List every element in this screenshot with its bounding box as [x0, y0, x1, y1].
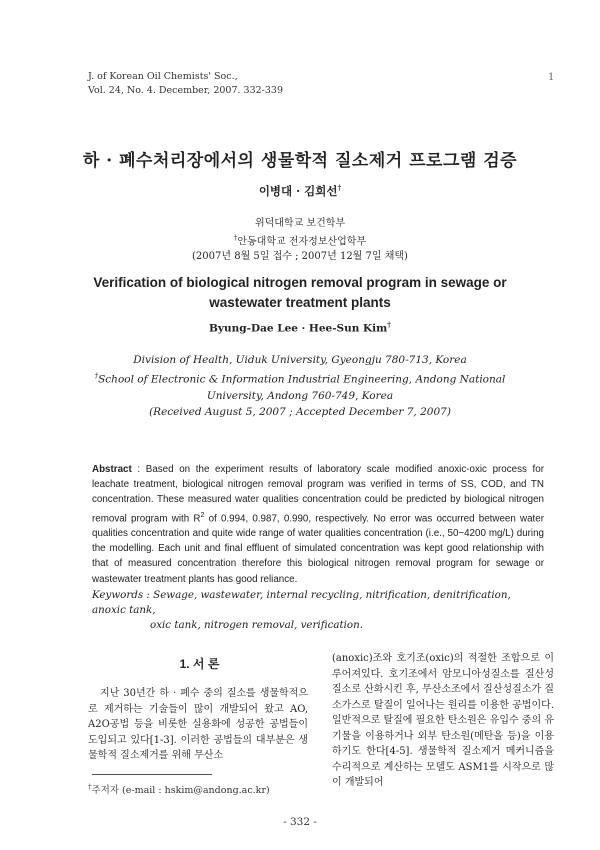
- abstract: [92, 462, 544, 587]
- affiliation-kr-2-mark: †: [233, 234, 238, 242]
- title-korean: 하 · 폐수처리장에서의 생물학적 질소제거 프로그램 검증: [82, 151, 518, 171]
- authors-english: [0, 320, 600, 335]
- affiliation-en-1: Division of Health, Uiduk University, Gyeongju 780-713, Korea: [133, 354, 467, 366]
- authors-english-mark: †: [387, 320, 391, 329]
- body-column-left: [88, 686, 308, 764]
- authors-korean: [0, 183, 600, 199]
- affiliation-kr-1: 위덕대학교 보건학부: [254, 218, 346, 229]
- body-column-right: [332, 651, 554, 791]
- journal-citation: [88, 70, 283, 98]
- journal-volume: Vol. 24, No. 4. December, 2007. 332-339: [88, 85, 284, 96]
- abstract-text-1: : Based on the experiment results of laboratory scale modified anoxic-oxic process for leachate treatment, biological nitrogen removal program was verified in terms of SS, COD, and TN concentration. These measured water qualities concentration could be predicted by biological nitrogen removal program with R: [92, 464, 544, 524]
- abstract-label: Abstract: [92, 464, 132, 475]
- affiliations-english: [70, 352, 530, 420]
- affiliation-en-2-text: School of Electronic & Information Industrial Engineering, Andong National University, Andong 760-749, Korea: [98, 373, 506, 402]
- authors-korean-names: 이병대 · 김희선: [258, 184, 338, 198]
- footnote-text: 주저자 (e-mail : hskim@andong.ac.kr): [91, 785, 270, 796]
- footnote-divider: [92, 774, 212, 775]
- keywords-line-2: oxic tank, nitrogen removal, verification.: [150, 619, 364, 631]
- abstract-text-2: of 0.994, 0.987, 0.990, respectively. No error was occurred between water qualities concentration and quite wide range of water qualities concentration (i.e., 50~4200 mg/L) during the modelling. Each unit and final effluent of simulated concentration was kept good relationship with that of measured concentration therefore this biological nitrogen removal program for sewage or wastewater treatment plants has good reliance.: [92, 512, 544, 585]
- journal-name: J. of Korean Oil Chemists' Soc.,: [88, 71, 238, 82]
- body-left-paragraph: 지난 30년간 하 · 폐수 중의 질소를 생물학적으로 제거하는 기술들이 많이 개발되어 왔고 AO, A2O공법 등을 비롯한 실용화에 성공한 공법들이 도입되고 있다[1-3]. 이러한 공법들의 대부분은 생물학적 질소제거를 위해 무산소: [88, 688, 308, 761]
- authors-english-names: Byung-Dae Lee · Hee-Sun Kim: [209, 322, 388, 335]
- affiliation-kr-2-text: 안동대학교 전자정보산업학부: [237, 236, 367, 248]
- dates-english: (Received August 5, 2007 ; Accepted December 7, 2007): [149, 405, 451, 418]
- section-heading: 1. 서 론: [179, 657, 220, 671]
- dates-korean: (2007년 8월 5일 접수 ; 2007년 12월 7일 채택): [192, 251, 408, 263]
- top-page-marker: 1: [548, 72, 555, 83]
- body-right-paragraph: (anoxic)조와 호기조(oxic)의 적절한 조합으로 이루어져있다. 호기조에서 암모니아성질소를 질산성질소로 산화시킨 후, 무산소조에서 질산성질소가 질소가스로 탈질이 일어나는 원리를 이용한 공법이다. 일반적으로 탈질에 필요한 탄소원은 유입수 중의 유기물을 이용하거나 외부 탄소원(메탄올 등)을 이용하기도 한다[4-5]. 생물학적 질소제거 메커니즘을 수리적으로 계산하는 모델도 ASM1를 시작으로 많이 개발되어: [332, 653, 554, 788]
- footnote-mark: †: [88, 782, 92, 791]
- keywords-line-1: [92, 588, 547, 618]
- affiliation-en-2: [70, 368, 530, 404]
- affiliations-korean: [0, 216, 600, 264]
- keywords-text-1: : Sewage, wastewater, internal recycling, nitrification, denitrification, anoxic tank,: [92, 589, 511, 616]
- abstract-sup: 2: [200, 511, 205, 519]
- keywords-label: Keywords: [92, 589, 144, 601]
- footnote: [88, 782, 270, 796]
- title-english: Verification of biological nitrogen removal program in sewage or wastewater treatment plants: [93, 275, 507, 310]
- affiliation-en-2-mark: †: [94, 372, 99, 380]
- authors-korean-mark: †: [337, 183, 342, 193]
- affiliation-kr-2: [0, 231, 600, 249]
- keywords: [92, 588, 547, 633]
- page-number: - 332 -: [283, 816, 317, 828]
